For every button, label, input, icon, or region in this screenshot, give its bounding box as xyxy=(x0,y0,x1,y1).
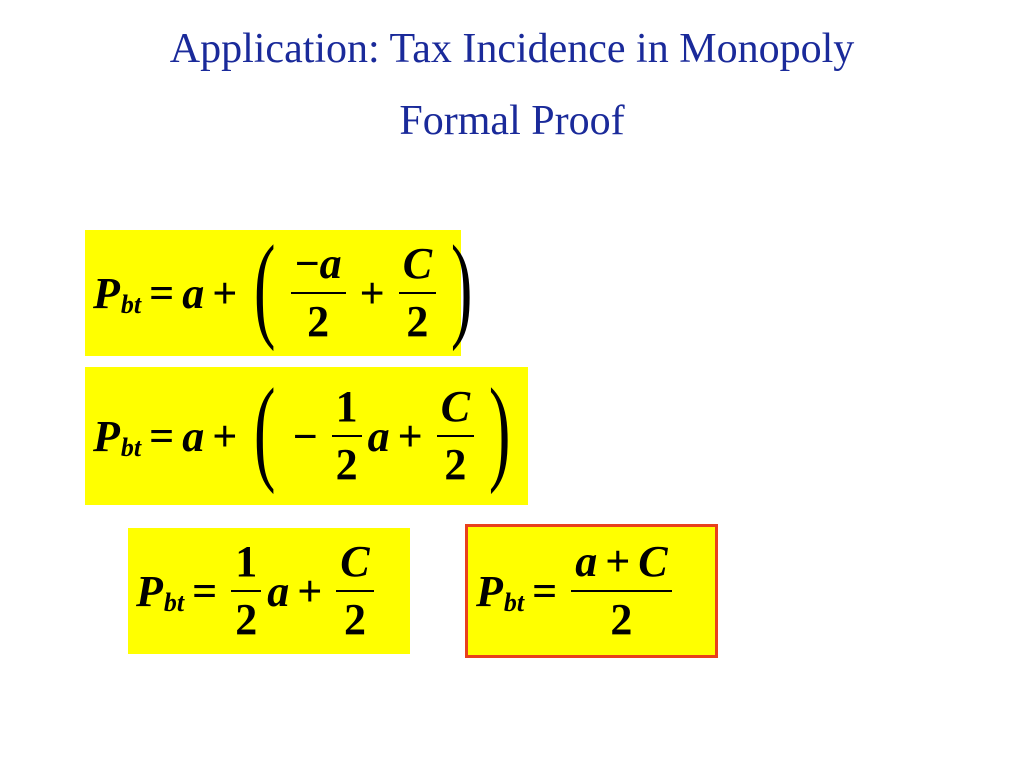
fraction-c-over-2: $\frac{C}{2}$ xyxy=(399,242,436,344)
equals-sign: = xyxy=(192,566,218,616)
left-paren: ( xyxy=(254,221,276,352)
price-subscript: bt xyxy=(163,588,185,617)
variable-a: a xyxy=(182,411,205,461)
left-paren: ( xyxy=(254,364,276,495)
fraction-c-over-2: $\frac{C}{2}$ xyxy=(437,385,474,487)
price-symbol: P xyxy=(136,566,163,616)
equation-result xyxy=(465,524,718,658)
equation-step-1 xyxy=(85,221,473,356)
fraction-1-over-2: $\frac{1}{2}$ xyxy=(332,385,362,487)
equation-step-2 xyxy=(85,364,528,505)
price-subscript: bt xyxy=(503,588,525,617)
right-paren: ) xyxy=(450,221,473,352)
variable-a: a xyxy=(367,411,390,461)
price-subscript: bt xyxy=(120,290,142,319)
right-paren: ) xyxy=(488,364,511,495)
equation-step-3 xyxy=(128,528,410,654)
equals-sign: = xyxy=(532,566,558,616)
variable-a: a xyxy=(182,268,205,318)
price-symbol: P xyxy=(476,566,503,616)
plus-sign: + xyxy=(212,268,238,318)
fraction-c-over-2: $\frac{C}{2}$ xyxy=(336,540,373,642)
fraction-neg-a-over-2: $\frac{-a}{2}$ xyxy=(291,242,346,344)
equals-sign: = xyxy=(149,268,175,318)
plus-sign: + xyxy=(397,411,423,461)
slide-subtitle: Formal Proof xyxy=(399,98,625,144)
variable-a: a xyxy=(267,566,290,616)
price-symbol: P xyxy=(93,268,120,318)
slide-title: Application: Tax Incidence in Monopoly xyxy=(169,26,855,72)
price-symbol: P xyxy=(93,411,120,461)
plus-sign: + xyxy=(212,411,238,461)
fraction-a-plus-c-over-2: $\frac{a + C}{2}$ xyxy=(571,540,671,642)
equals-sign: = xyxy=(149,411,175,461)
price-subscript: bt xyxy=(120,433,142,462)
fraction-1-over-2: $\frac{1}{2}$ xyxy=(231,540,261,642)
plus-sign: + xyxy=(297,566,323,616)
minus-sign: − xyxy=(292,411,318,461)
plus-sign: + xyxy=(359,268,385,318)
